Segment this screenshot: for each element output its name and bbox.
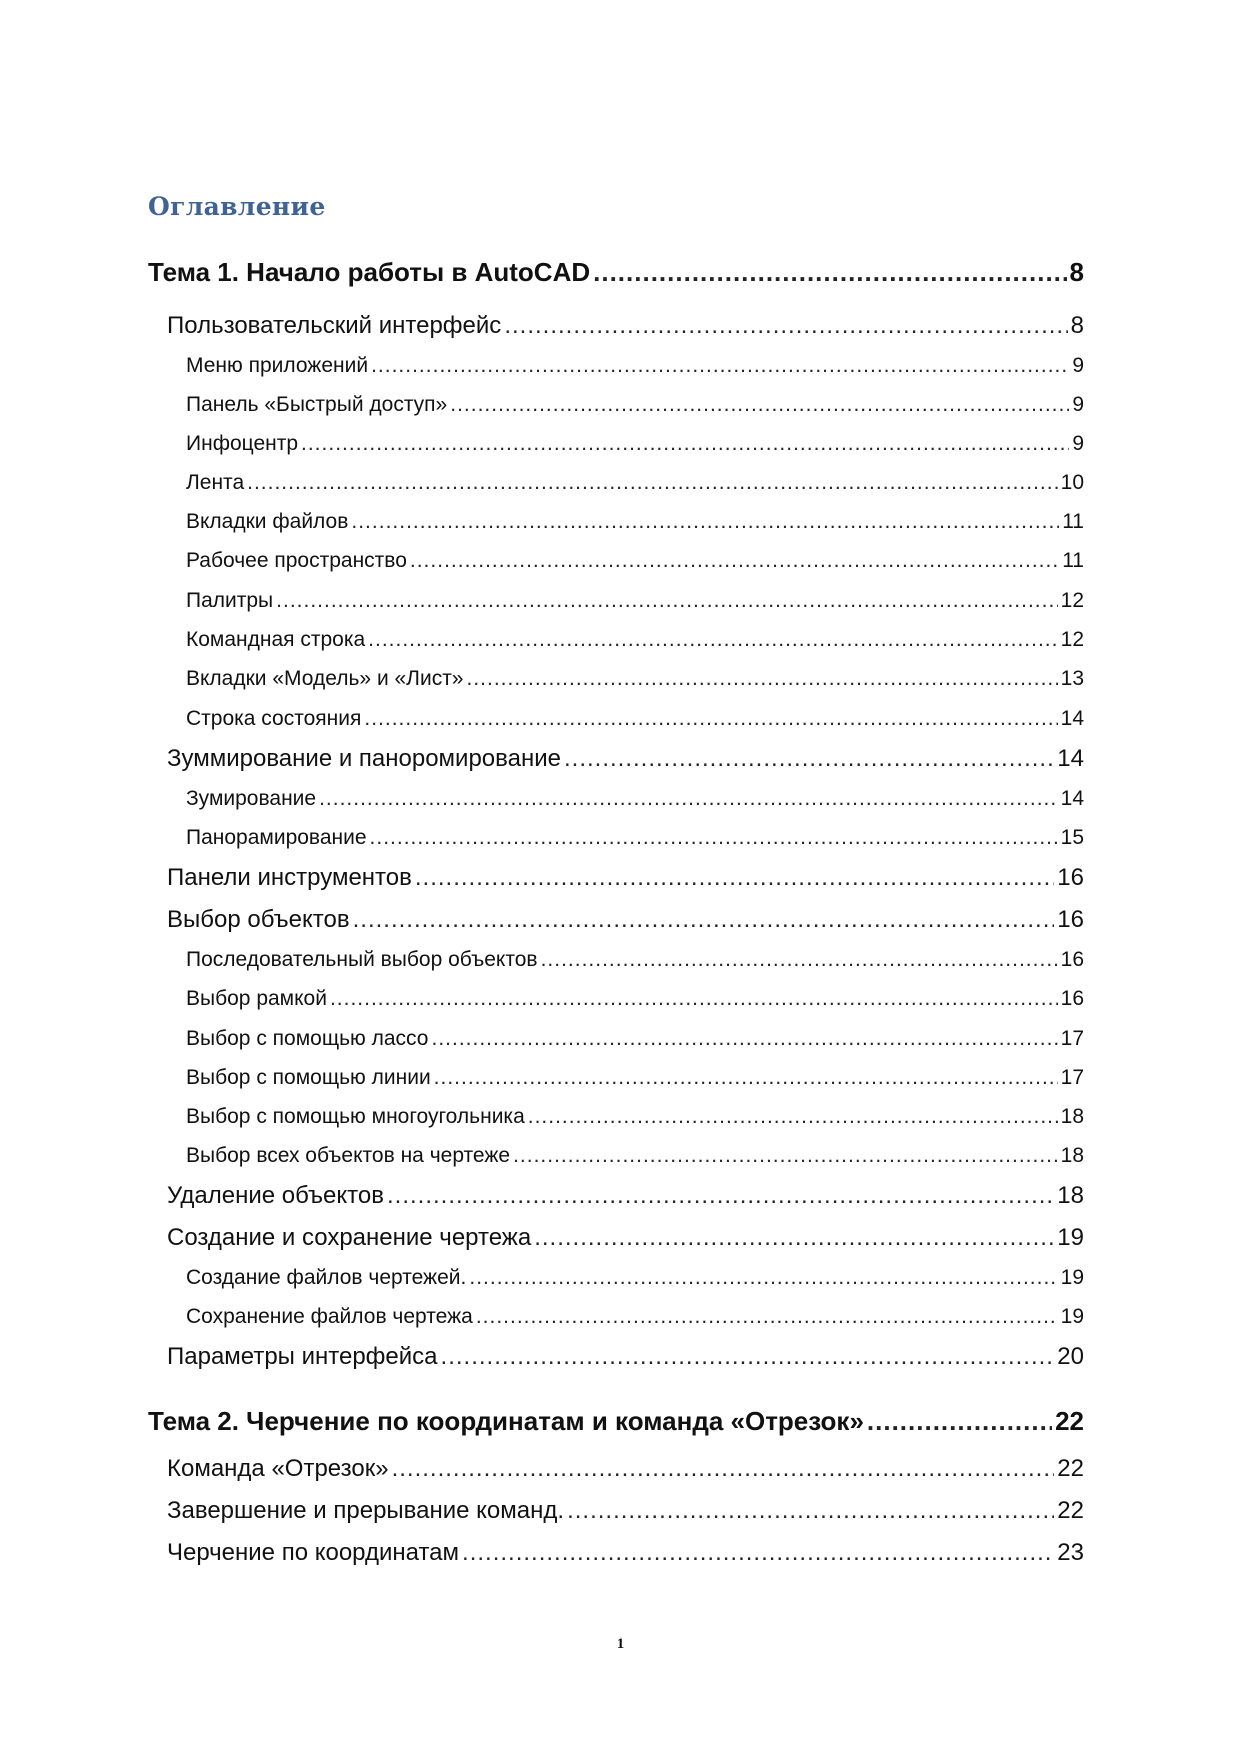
toc-entry-title: Выбор всех объектов на чертеже bbox=[186, 1144, 511, 1167]
toc-entry-page: 19 bbox=[1060, 1266, 1084, 1289]
toc-entry-title: Создание файлов чертежей. bbox=[186, 1266, 467, 1289]
toc-entry-title: Удаление объектов bbox=[167, 1182, 384, 1209]
toc-leader-dots bbox=[387, 1182, 1054, 1210]
toc-entry-title: Выбор рамкой bbox=[186, 987, 327, 1010]
toc-entry-title: Выбор с помощью многоугольника bbox=[186, 1105, 525, 1128]
toc-entry-section[interactable] bbox=[167, 312, 1084, 340]
toc-entry-title: Пользовательский интерфейс bbox=[167, 312, 502, 339]
toc-entry-title: Черчение по координатам bbox=[167, 1539, 460, 1566]
toc-entry-subsection[interactable] bbox=[186, 1027, 1084, 1051]
toc-entry-subsection[interactable] bbox=[186, 628, 1084, 652]
toc-entry-page: 20 bbox=[1057, 1343, 1084, 1370]
page-number: 1 bbox=[616, 1636, 625, 1652]
toc-entry-page: 10 bbox=[1060, 471, 1084, 494]
toc-entry-page: 11 bbox=[1062, 510, 1084, 533]
toc-leader-dots bbox=[462, 1539, 1054, 1567]
toc-leader-dots bbox=[867, 1406, 1052, 1437]
toc-leader-dots bbox=[247, 471, 1058, 495]
toc-leader-dots bbox=[353, 906, 1055, 934]
toc-entry-page: 17 bbox=[1060, 1066, 1084, 1089]
toc-entry-section[interactable] bbox=[167, 1182, 1084, 1210]
toc-leader-dots bbox=[351, 510, 1059, 534]
toc-entry-subsection[interactable] bbox=[186, 510, 1084, 534]
toc-entry-title: Панорамирование bbox=[186, 826, 367, 849]
toc-leader-dots bbox=[513, 1144, 1058, 1168]
toc-entry-title: Выбор объектов bbox=[167, 906, 350, 933]
toc-leader-dots bbox=[504, 312, 1067, 340]
toc-entry-chapter[interactable] bbox=[148, 1406, 1084, 1437]
toc-entry-title: Вкладки файлов bbox=[186, 510, 349, 533]
toc-entry-page: 16 bbox=[1057, 864, 1084, 891]
toc-entry-title: Командная строка bbox=[186, 628, 366, 651]
toc-leader-dots bbox=[319, 787, 1058, 811]
toc-title: Оглавление bbox=[148, 192, 326, 221]
toc-entry-section[interactable] bbox=[167, 1455, 1084, 1483]
toc-entry-title: Параметры интерфейса bbox=[167, 1343, 438, 1370]
toc-entry-title: Последовательный выбор объектов bbox=[186, 948, 538, 971]
toc-entry-section[interactable] bbox=[167, 1343, 1084, 1371]
toc-entry-page: 9 bbox=[1072, 432, 1084, 455]
toc-entry-page: 18 bbox=[1060, 1144, 1084, 1167]
toc-leader-dots bbox=[528, 1105, 1058, 1129]
toc-entry-chapter[interactable] bbox=[148, 257, 1084, 288]
toc-entry-title: Выбор с помощью лассо bbox=[186, 1027, 429, 1050]
toc-entry-subsection[interactable] bbox=[186, 787, 1084, 811]
toc-entry-title: Создание и сохранение чертежа bbox=[167, 1224, 532, 1251]
toc-entry-title: Зуммирование и паноромирование bbox=[167, 745, 561, 772]
toc-entry-page: 22 bbox=[1057, 1455, 1084, 1482]
toc-entry-page: 14 bbox=[1060, 787, 1084, 810]
toc-entry-title: Сохранение файлов чертежа bbox=[186, 1305, 473, 1328]
toc-leader-dots bbox=[370, 826, 1058, 850]
toc-entry-section[interactable] bbox=[167, 1497, 1084, 1525]
toc-entry-title: Строка состояния bbox=[186, 707, 362, 730]
toc-entry-title: Тема 2. Черчение по координатам и команда «Отрезок» bbox=[148, 1406, 864, 1436]
toc-entry-section[interactable] bbox=[167, 864, 1084, 892]
toc-entry-page: 16 bbox=[1060, 987, 1084, 1010]
toc-entry-section[interactable] bbox=[167, 1224, 1084, 1252]
toc-entry-title: Команда «Отрезок» bbox=[167, 1455, 389, 1482]
toc-entry-title: Рабочее пространство bbox=[186, 549, 407, 572]
toc-leader-dots bbox=[368, 628, 1057, 652]
toc-entry-title: Тема 1. Начало работы в AutoCAD bbox=[148, 257, 591, 287]
toc-entry-title: Инфоцентр bbox=[186, 432, 299, 455]
toc-entry-page: 15 bbox=[1060, 826, 1084, 849]
toc-leader-dots bbox=[450, 393, 1069, 417]
toc-entry-page: 9 bbox=[1072, 354, 1084, 377]
toc-leader-dots bbox=[392, 1455, 1055, 1483]
toc-entry-page: 11 bbox=[1062, 549, 1084, 572]
toc-entry-page: 18 bbox=[1057, 1182, 1084, 1209]
toc-entry-section[interactable] bbox=[167, 1539, 1084, 1567]
toc-entry-subsection[interactable] bbox=[186, 1305, 1084, 1329]
toc-leader-dots bbox=[431, 1027, 1057, 1051]
toc-entry-page: 19 bbox=[1060, 1305, 1084, 1328]
toc-entry-page: 12 bbox=[1060, 589, 1084, 612]
toc-entry-page: 16 bbox=[1057, 906, 1084, 933]
toc-leader-dots bbox=[276, 589, 1057, 613]
toc-entry-title: Меню приложений bbox=[186, 354, 369, 377]
toc-entry-page: 13 bbox=[1060, 667, 1084, 690]
toc-leader-dots bbox=[415, 864, 1054, 892]
toc-leader-dots bbox=[410, 549, 1059, 573]
toc-entry-subsection[interactable] bbox=[186, 1066, 1084, 1090]
toc-entry-subsection[interactable] bbox=[186, 432, 1084, 456]
toc-entry-subsection[interactable] bbox=[186, 1105, 1084, 1129]
toc-entry-subsection[interactable] bbox=[186, 549, 1084, 573]
toc-entry-page: 22 bbox=[1057, 1497, 1084, 1524]
toc-entry-page: 19 bbox=[1057, 1224, 1084, 1251]
toc-leader-dots bbox=[534, 1224, 1054, 1252]
toc-entry-page: 14 bbox=[1060, 707, 1084, 730]
toc-entry-page: 8 bbox=[1069, 257, 1084, 287]
toc-entry-title: Вкладки «Модель» и «Лист» bbox=[186, 667, 464, 690]
toc-entry-section[interactable] bbox=[167, 906, 1084, 934]
toc-leader-dots bbox=[564, 745, 1054, 773]
toc-entry-subsection[interactable] bbox=[186, 948, 1084, 972]
toc-entry-page: 9 bbox=[1072, 393, 1084, 416]
toc-entry-title: Завершение и прерывание команд. bbox=[167, 1497, 565, 1524]
toc-entry-title: Панели инструментов bbox=[167, 864, 412, 891]
toc-entry-subsection[interactable] bbox=[186, 987, 1084, 1011]
toc-entry-title: Лента bbox=[186, 471, 245, 494]
toc-entry-subsection[interactable] bbox=[186, 354, 1084, 378]
toc-entry-title: Панель «Быстрый доступ» bbox=[186, 393, 448, 416]
toc-entry-subsection[interactable] bbox=[186, 667, 1084, 691]
toc-entry-page: 12 bbox=[1060, 628, 1084, 651]
toc-entry-title: Выбор с помощью линии bbox=[186, 1066, 431, 1089]
toc-entry-page: 18 bbox=[1060, 1105, 1084, 1128]
toc-entry-title: Зумирование bbox=[186, 787, 317, 810]
toc-entry-page: 22 bbox=[1055, 1406, 1084, 1436]
toc-leader-dots bbox=[301, 432, 1069, 456]
toc-entry-subsection[interactable] bbox=[186, 589, 1084, 613]
toc-leader-dots bbox=[364, 707, 1057, 731]
toc-entry-title: Палитры bbox=[186, 589, 274, 612]
toc-leader-dots bbox=[476, 1305, 1058, 1329]
toc-entry-page: 17 bbox=[1060, 1027, 1084, 1050]
toc-leader-dots bbox=[330, 987, 1058, 1011]
toc-entry-subsection[interactable] bbox=[186, 471, 1084, 495]
toc-leader-dots bbox=[541, 948, 1058, 972]
toc-leader-dots bbox=[567, 1497, 1054, 1525]
toc-entry-subsection[interactable] bbox=[186, 1144, 1084, 1168]
toc-leader-dots bbox=[371, 354, 1069, 378]
toc-entry-page: 23 bbox=[1057, 1539, 1084, 1566]
toc-leader-dots bbox=[469, 1266, 1057, 1290]
toc-entry-page: 8 bbox=[1070, 312, 1084, 339]
toc-entry-section[interactable] bbox=[167, 745, 1084, 773]
toc-leader-dots bbox=[593, 257, 1066, 288]
toc-leader-dots bbox=[434, 1066, 1058, 1090]
toc-entry-subsection[interactable] bbox=[186, 1266, 1084, 1290]
toc-entry-page: 14 bbox=[1057, 745, 1084, 772]
toc-entry-subsection[interactable] bbox=[186, 707, 1084, 731]
toc-entry-subsection[interactable] bbox=[186, 393, 1084, 417]
toc-entry-page: 16 bbox=[1060, 948, 1084, 971]
toc-leader-dots bbox=[467, 667, 1058, 691]
toc-entry-subsection[interactable] bbox=[186, 826, 1084, 850]
toc-leader-dots bbox=[441, 1343, 1055, 1371]
